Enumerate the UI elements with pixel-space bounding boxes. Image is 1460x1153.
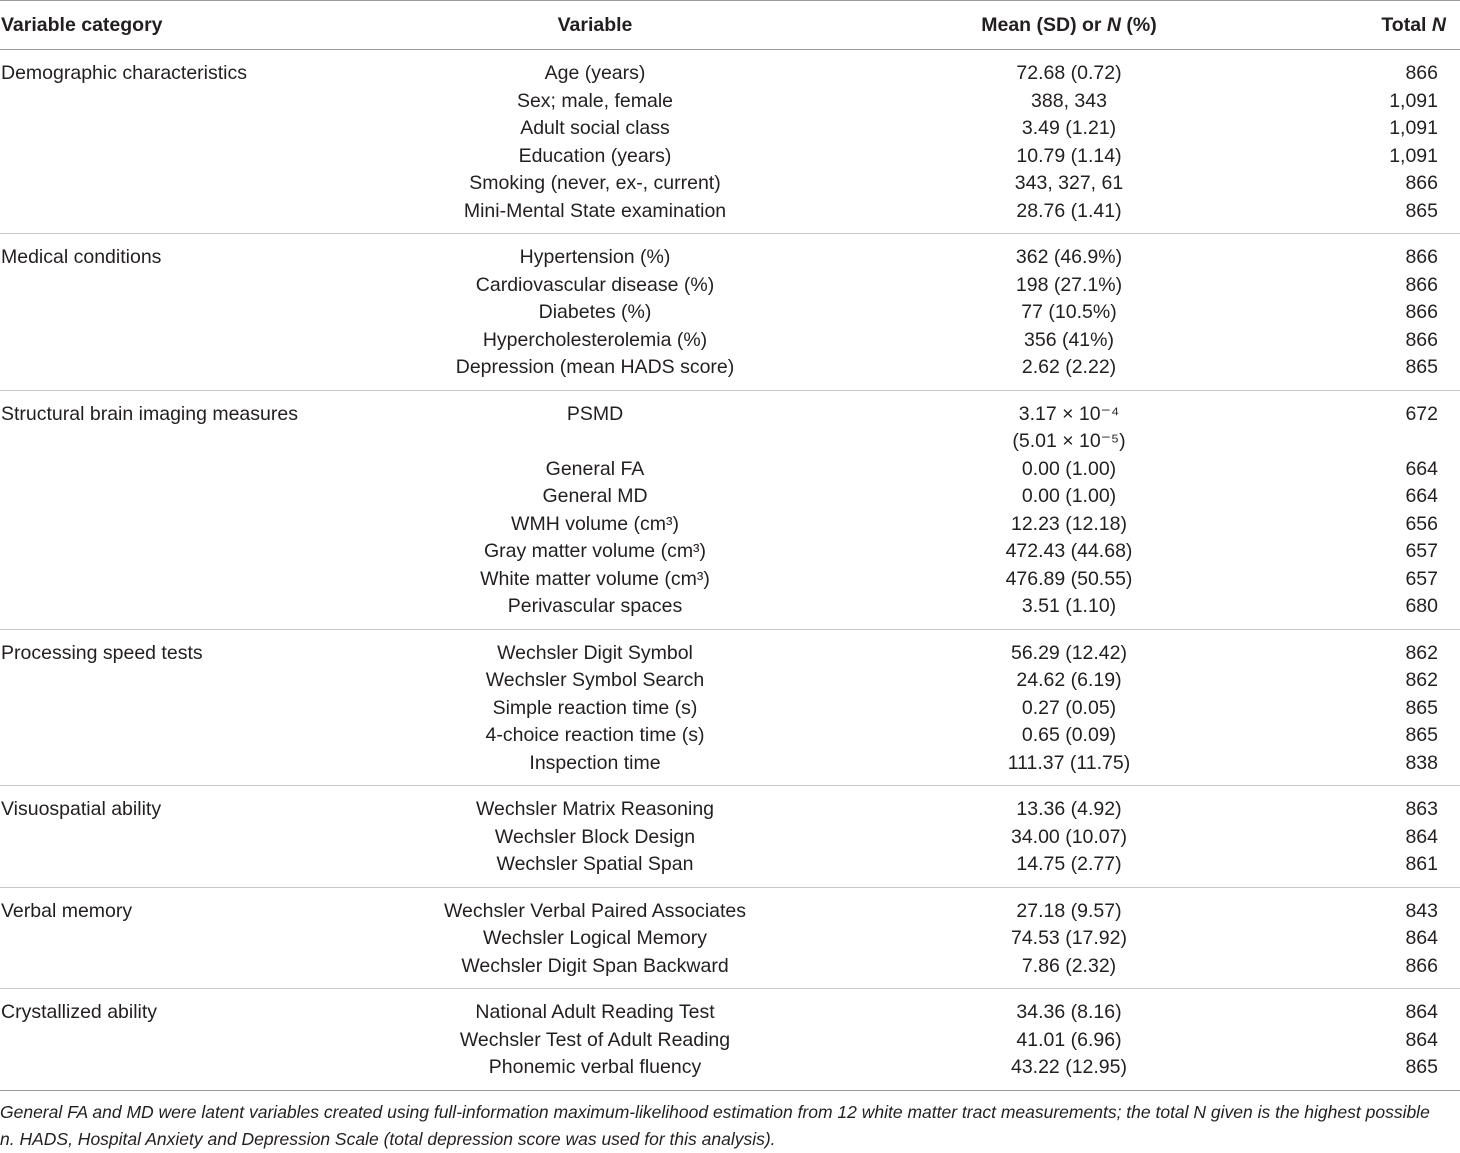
variable-category-cell	[0, 88, 330, 116]
mean-sd-value: 0.00 (1.00)	[1021, 485, 1117, 507]
variable-cell: Gray matter volume (cm³)	[483, 540, 707, 562]
total-n-cell: 866	[1405, 954, 1438, 977]
total-n-cell: 866	[1405, 328, 1438, 351]
header-total-n	[1330, 1, 1460, 50]
table-row	[0, 925, 1460, 953]
mean-sd-cell	[800, 483, 1330, 511]
table-footnote: General FA and MD were latent variables created using full-information maximum-likelihood estimation from 12 white matter tract measurements; the total N given is the highest possible n. HADS, Hospital Anxiety and Depression Scale (total depression score was used for this analysis).	[0, 1090, 1460, 1153]
variable-cell: White matter volume (cm³)	[480, 567, 710, 590]
variable-cell: Wechsler Matrix Reasoning	[330, 786, 800, 824]
mean-sd-value: 77 (10.5%)	[1021, 301, 1117, 323]
variable-category-cell	[0, 272, 330, 300]
variable-category-cell	[0, 299, 330, 327]
variable-category-cell	[0, 198, 330, 234]
variable-category-cell	[0, 354, 330, 390]
variable-cell: Perivascular spaces	[507, 595, 683, 617]
mean-sd-value: 0.65 (0.09)	[1021, 724, 1117, 746]
variable-cell: Phonemic verbal fluency	[488, 1056, 702, 1078]
mean-sd-cell	[800, 722, 1330, 750]
mean-sd-cell	[800, 511, 1330, 539]
variable-cell: Wechsler Verbal Paired Associates	[330, 887, 800, 925]
table-row	[0, 695, 1460, 723]
table-row	[0, 483, 1460, 511]
mean-sd-cell	[800, 786, 1330, 824]
mean-sd-cell	[800, 327, 1330, 355]
mean-sd-cell	[800, 1054, 1330, 1090]
variable-cell: General MD	[542, 485, 648, 507]
mean-sd-cell	[800, 566, 1330, 594]
mean-sd-value: 34.00 (10.07)	[1010, 825, 1127, 848]
mean-sd-value: 3.17 × 10⁻⁴	[1018, 402, 1120, 425]
variable-cell: Cardiovascular disease (%)	[475, 273, 715, 296]
table-row	[0, 143, 1460, 171]
header-row	[0, 1, 1460, 50]
mean-sd-cell	[800, 953, 1330, 989]
variable-cell: Wechsler Spatial Span	[496, 853, 694, 875]
mean-sd-cell	[800, 299, 1330, 327]
variable-cell: Age (years)	[544, 62, 646, 84]
variable-category-cell	[0, 722, 330, 750]
variable-cell: Education (years)	[518, 144, 672, 167]
table-row	[0, 1027, 1460, 1055]
mean-sd-cell	[800, 750, 1330, 786]
variable-cell: Sex; male, female	[516, 89, 674, 112]
total-n-cell: 866	[1405, 301, 1438, 323]
mean-sd-value: 111.37 (11.75)	[1007, 751, 1131, 774]
mean-sd-value: 362 (46.9%)	[1015, 246, 1123, 268]
variable-category-cell	[0, 824, 330, 852]
variable-cell: Inspection time	[529, 751, 661, 774]
table-row	[0, 1054, 1460, 1090]
mean-sd-value: 24.62 (6.19)	[1016, 669, 1122, 691]
table-row	[0, 629, 1460, 667]
total-n-cell: 838	[1405, 751, 1438, 774]
total-n-cell: 865	[1405, 356, 1438, 378]
mean-sd-value: 41.01 (6.96)	[1016, 1028, 1122, 1051]
variable-category-cell	[0, 143, 330, 171]
variable-cell: Wechsler Test of Adult Reading	[459, 1028, 731, 1051]
variable-category-cell	[0, 667, 330, 695]
mean-sd-cell	[800, 824, 1330, 852]
table-row	[0, 824, 1460, 852]
table-row	[0, 953, 1460, 989]
table-row	[0, 593, 1460, 629]
mean-sd-value-line2: (5.01 × 10⁻⁵)	[1012, 430, 1126, 452]
variable-cell: Smoking (never, ex-, current)	[469, 172, 721, 194]
mean-sd-value: 0.00 (1.00)	[1021, 457, 1117, 480]
table-body	[0, 50, 1460, 1090]
mean-sd-cell	[800, 695, 1330, 723]
mean-sd-cell	[800, 390, 1330, 456]
mean-sd-value: 72.68 (0.72)	[1016, 62, 1122, 84]
variable-category-cell: Visuospatial ability	[0, 786, 330, 824]
total-n-cell: 866	[1405, 273, 1438, 296]
variable-cell: General FA	[545, 457, 645, 480]
mean-sd-cell	[800, 115, 1330, 143]
total-n-cell: 864	[1405, 1028, 1438, 1051]
mean-sd-cell	[800, 989, 1330, 1027]
mean-sd-value: 13.36 (4.92)	[1016, 798, 1122, 820]
variable-category-cell	[0, 593, 330, 629]
mean-sd-cell	[800, 88, 1330, 116]
variable-cell: Adult social class	[520, 117, 670, 139]
table-row	[0, 234, 1460, 272]
mean-sd-cell	[800, 456, 1330, 484]
total-n-cell: 864	[1405, 825, 1438, 848]
mean-sd-cell	[800, 925, 1330, 953]
total-n-cell: 866	[1405, 62, 1438, 84]
variable-category-cell	[0, 456, 330, 484]
total-n-cell: 865	[1405, 199, 1438, 222]
total-n-cell: 657	[1405, 567, 1438, 590]
header-total-n-italic: N	[1431, 13, 1446, 36]
total-n-cell: 865	[1405, 1056, 1438, 1078]
mean-sd-value: 43.22 (12.95)	[1010, 1056, 1127, 1078]
mean-sd-cell	[800, 593, 1330, 629]
mean-sd-cell	[800, 667, 1330, 695]
mean-sd-cell	[800, 538, 1330, 566]
header-mean-sd	[800, 1, 1330, 50]
table-row	[0, 511, 1460, 539]
mean-sd-cell	[800, 1027, 1330, 1055]
header-total-prefix: Total	[1381, 13, 1432, 36]
variable-cell: Wechsler Logical Memory	[483, 927, 707, 949]
table-row	[0, 538, 1460, 566]
total-n-cell: 865	[1405, 724, 1438, 746]
mean-sd-cell	[800, 887, 1330, 925]
variable-category-cell	[0, 538, 330, 566]
total-n-cell: 657	[1405, 540, 1438, 562]
mean-sd-value: 388, 343	[1031, 89, 1107, 112]
mean-sd-value: 356 (41%)	[1024, 328, 1114, 351]
mean-sd-value: 3.49 (1.21)	[1021, 117, 1117, 139]
mean-sd-cell	[800, 354, 1330, 390]
total-n-cell: 672	[1330, 390, 1460, 456]
variable-cell: Depression (mean HADS score)	[455, 356, 735, 378]
mean-sd-value: 56.29 (12.42)	[1010, 641, 1127, 664]
table-header	[0, 1, 1460, 50]
variable-category-cell	[0, 115, 330, 143]
mean-sd-value: 2.62 (2.22)	[1021, 356, 1117, 378]
variable-cell: WMH volume (cm³)	[511, 512, 679, 535]
total-n-cell: 843	[1330, 887, 1460, 925]
header-mean-sd-n: N	[1106, 13, 1122, 36]
total-n-cell: 680	[1405, 595, 1438, 617]
mean-sd-value: 343, 327, 61	[1014, 172, 1124, 194]
variable-category-cell	[0, 925, 330, 953]
variable-cell: Wechsler Block Design	[494, 825, 696, 848]
variable-category-cell: Verbal memory	[0, 887, 330, 925]
variable-cell: National Adult Reading Test	[330, 989, 800, 1027]
mean-sd-value: 27.18 (9.57)	[1016, 899, 1122, 922]
variable-cell: Diabetes (%)	[538, 301, 652, 323]
mean-sd-value: 10.79 (1.14)	[1016, 144, 1122, 167]
total-n-cell: 862	[1405, 669, 1438, 691]
table-row	[0, 354, 1460, 390]
variable-cell: PSMD	[330, 390, 800, 456]
variable-category-cell	[0, 1054, 330, 1090]
variable-category-cell	[0, 483, 330, 511]
mean-sd-value: 74.53 (17.92)	[1010, 927, 1127, 949]
variable-cell: Hypertension (%)	[330, 234, 800, 272]
mean-sd-value: 14.75 (2.77)	[1016, 853, 1122, 875]
total-n-cell: 864	[1330, 989, 1460, 1027]
variable-cell: Hypercholesterolemia (%)	[482, 328, 708, 351]
table-row	[0, 989, 1460, 1027]
mean-sd-value: 12.23 (12.18)	[1010, 512, 1127, 535]
variable-category-cell	[0, 170, 330, 198]
mean-sd-value: 34.36 (8.16)	[1016, 1001, 1122, 1023]
total-n-cell: 865	[1405, 696, 1438, 719]
mean-sd-cell	[800, 50, 1330, 88]
variable-category-cell	[0, 695, 330, 723]
total-n-cell: 1,091	[1389, 89, 1438, 112]
total-n-cell: 1,091	[1389, 117, 1438, 139]
variable-category-cell	[0, 750, 330, 786]
variable-category-cell: Structural brain imaging measures	[0, 390, 330, 456]
mean-sd-cell	[800, 272, 1330, 300]
mean-sd-value: 28.76 (1.41)	[1016, 199, 1122, 222]
table-row	[0, 667, 1460, 695]
variable-cell: Wechsler Digit Span Backward	[461, 954, 729, 977]
header-mean-sd-prefix: Mean (SD) or	[981, 13, 1107, 36]
total-n-cell: 863	[1330, 786, 1460, 824]
variable-category-cell	[0, 566, 330, 594]
mean-sd-cell	[800, 143, 1330, 171]
total-n-cell: 1,091	[1389, 144, 1438, 167]
variable-category-cell	[0, 327, 330, 355]
variable-category-cell: Medical conditions	[0, 234, 330, 272]
table-row	[0, 390, 1460, 456]
mean-sd-cell	[800, 170, 1330, 198]
variable-category-cell	[0, 953, 330, 989]
mean-sd-cell	[800, 234, 1330, 272]
table-row	[0, 722, 1460, 750]
variable-cell: Mini-Mental State examination	[463, 199, 727, 222]
total-n-cell: 862	[1330, 629, 1460, 667]
variable-category-cell	[0, 1027, 330, 1055]
table-row	[0, 170, 1460, 198]
table-row	[0, 851, 1460, 887]
header-variable-category: Variable category	[0, 1, 330, 50]
table-row	[0, 456, 1460, 484]
variable-cell: Wechsler Digit Symbol	[330, 629, 800, 667]
mean-sd-value: 3.51 (1.10)	[1021, 595, 1117, 617]
total-n-cell: 664	[1405, 457, 1438, 480]
table-row	[0, 566, 1460, 594]
total-n-cell: 861	[1405, 853, 1438, 875]
total-n-cell: 864	[1405, 927, 1438, 949]
mean-sd-cell	[800, 629, 1330, 667]
table-row	[0, 88, 1460, 116]
mean-sd-value: 476.89 (50.55)	[1005, 567, 1133, 590]
variable-cell: 4-choice reaction time (s)	[485, 724, 705, 746]
table-row	[0, 272, 1460, 300]
total-n-cell: 866	[1330, 234, 1460, 272]
table-row	[0, 299, 1460, 327]
mean-sd-value: 7.86 (2.32)	[1021, 954, 1117, 977]
variable-cell: Wechsler Symbol Search	[485, 669, 705, 691]
table-row	[0, 887, 1460, 925]
table-row	[0, 786, 1460, 824]
variable-category-cell	[0, 511, 330, 539]
total-n-cell: 656	[1405, 512, 1438, 535]
mean-sd-value: 0.27 (0.05)	[1021, 696, 1117, 719]
header-mean-sd-suffix: (%)	[1121, 13, 1157, 36]
variable-category-cell: Demographic characteristics	[1, 62, 248, 84]
header-variable: Variable	[330, 1, 800, 50]
mean-sd-value: 472.43 (44.68)	[1005, 540, 1133, 562]
total-n-cell: 664	[1405, 485, 1438, 507]
variable-cell: Simple reaction time (s)	[492, 696, 698, 719]
variable-category-cell: Processing speed tests	[0, 629, 330, 667]
variable-category-cell: Crystallized ability	[0, 989, 330, 1027]
total-n-cell: 866	[1405, 172, 1438, 194]
table-row	[0, 115, 1460, 143]
table-row	[0, 198, 1460, 234]
mean-sd-cell	[800, 198, 1330, 234]
table-row	[0, 327, 1460, 355]
mean-sd-value: 198 (27.1%)	[1015, 273, 1123, 296]
table-row	[0, 50, 1460, 88]
mean-sd-cell	[800, 851, 1330, 887]
variable-category-cell	[0, 851, 330, 887]
table-row	[0, 750, 1460, 786]
